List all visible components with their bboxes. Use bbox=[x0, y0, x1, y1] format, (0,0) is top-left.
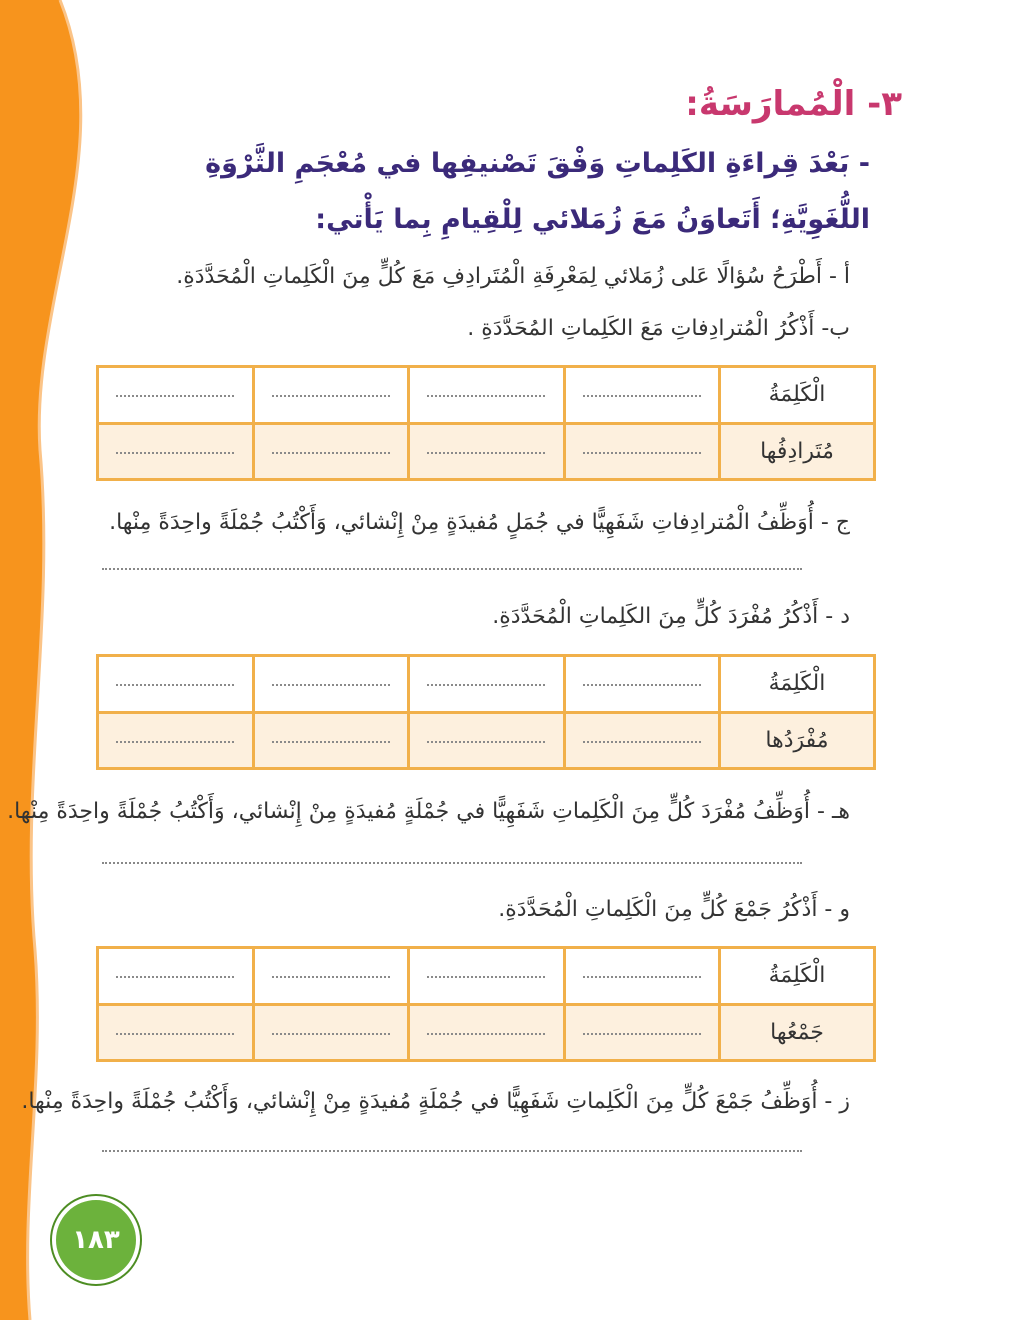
answer-cell[interactable] bbox=[409, 367, 565, 424]
answer-cell[interactable] bbox=[564, 1004, 720, 1061]
page-number-badge: ١٨٣ bbox=[52, 1196, 140, 1284]
table-header-synonym: مُتَرادِفُها bbox=[720, 423, 875, 480]
plural-table bbox=[96, 946, 876, 1062]
answer-cell[interactable] bbox=[98, 948, 254, 1005]
answer-line[interactable] bbox=[102, 862, 802, 864]
item-a: أ - أَطْرَحُ سُؤالًا عَلى زُمَلائي لِمَعْرِفَةِ الْمُتَرادِفِ مَعَ كُلٍّ مِنَ الْكَلِماتِ الْمُحَدَّدَةِ. bbox=[176, 264, 850, 289]
singular-table bbox=[96, 654, 876, 770]
answer-cell[interactable] bbox=[409, 948, 565, 1005]
answer-line[interactable] bbox=[102, 568, 802, 570]
answer-cell[interactable] bbox=[253, 1004, 409, 1061]
item-b: ب- أَذْكُرُ الْمُترادِفاتِ مَعَ الكَلِماتِ المُحَدَّدَةِ . bbox=[467, 316, 850, 341]
answer-cell[interactable] bbox=[564, 656, 720, 713]
table-header-singular: مُفْرَدُها bbox=[720, 712, 875, 769]
answer-cell[interactable] bbox=[564, 712, 720, 769]
answer-cell[interactable] bbox=[564, 948, 720, 1005]
answer-cell[interactable] bbox=[409, 1004, 565, 1061]
answer-cell[interactable] bbox=[253, 948, 409, 1005]
item-c: ج - أُوَظِّفُ الْمُترادِفاتِ شَفَهِيًّا في جُمَلٍ مُفيدَةٍ مِنْ إِنْشائي، وَأَكْتُبُ جُمْلَةً واحِدَةً مِنْها. bbox=[109, 510, 850, 535]
answer-cell[interactable] bbox=[409, 423, 565, 480]
answer-cell[interactable] bbox=[98, 656, 254, 713]
answer-cell[interactable] bbox=[409, 712, 565, 769]
answer-cell[interactable] bbox=[98, 367, 254, 424]
answer-cell[interactable] bbox=[253, 423, 409, 480]
answer-cell[interactable] bbox=[409, 656, 565, 713]
answer-cell[interactable] bbox=[98, 1004, 254, 1061]
item-e: هـ - أُوَظِّفُ مُفْرَدَ كُلٍّ مِنَ الْكَلِماتِ شَفَهِيًّا في جُمْلَةٍ مُفيدَةٍ مِنْ إِنْشائي، وَأَكْتُبُ جُمْلَةً واحِدَةً مِنْها. bbox=[7, 799, 850, 824]
table-header-word: الْكَلِمَةُ bbox=[720, 367, 875, 424]
section-title: ٣- الْمُمارَسَةُ: bbox=[685, 84, 902, 124]
answer-cell[interactable] bbox=[253, 367, 409, 424]
item-d: د - أَذْكُرُ مُفْرَدَ كُلٍّ مِنَ الكَلِماتِ الْمُحَدَّدَةِ. bbox=[492, 604, 850, 629]
table-header-word: الْكَلِمَةُ bbox=[720, 656, 875, 713]
synonyms-table bbox=[96, 365, 876, 481]
item-f: و - أَذْكُرُ جَمْعَ كُلٍّ مِنَ الْكَلِماتِ الْمُحَدَّدَةِ. bbox=[498, 897, 850, 922]
answer-cell[interactable] bbox=[564, 423, 720, 480]
table-header-plural: جَمْعُها bbox=[720, 1004, 875, 1061]
item-g: ز - أُوَظِّفُ جَمْعَ كُلٍّ مِنَ الْكَلِماتِ شَفَهِيًّا في جُمْلَةٍ مُفيدَةٍ مِنْ إِنْشائي، وَأَكْتُبُ جُمْلَةً واحِدَةً مِنْها. bbox=[21, 1089, 850, 1114]
answer-cell[interactable] bbox=[253, 656, 409, 713]
table-header-word: الْكَلِمَةُ bbox=[720, 948, 875, 1005]
answer-cell[interactable] bbox=[98, 712, 254, 769]
answer-cell[interactable] bbox=[253, 712, 409, 769]
answer-cell[interactable] bbox=[98, 423, 254, 480]
answer-cell[interactable] bbox=[564, 367, 720, 424]
answer-line[interactable] bbox=[102, 1150, 802, 1152]
section-intro: - بَعْدَ قِراءَةِ الكَلِماتِ وَفْقَ تَصْنيفِها في مُعْجَمِ الثَّرْوَةِ اللُّغَوِيَّةِ؛ أَتَعاوَنُ مَعَ زُمَلائي لِلْقِيامِ بِما يَأْتي: bbox=[205, 148, 870, 235]
